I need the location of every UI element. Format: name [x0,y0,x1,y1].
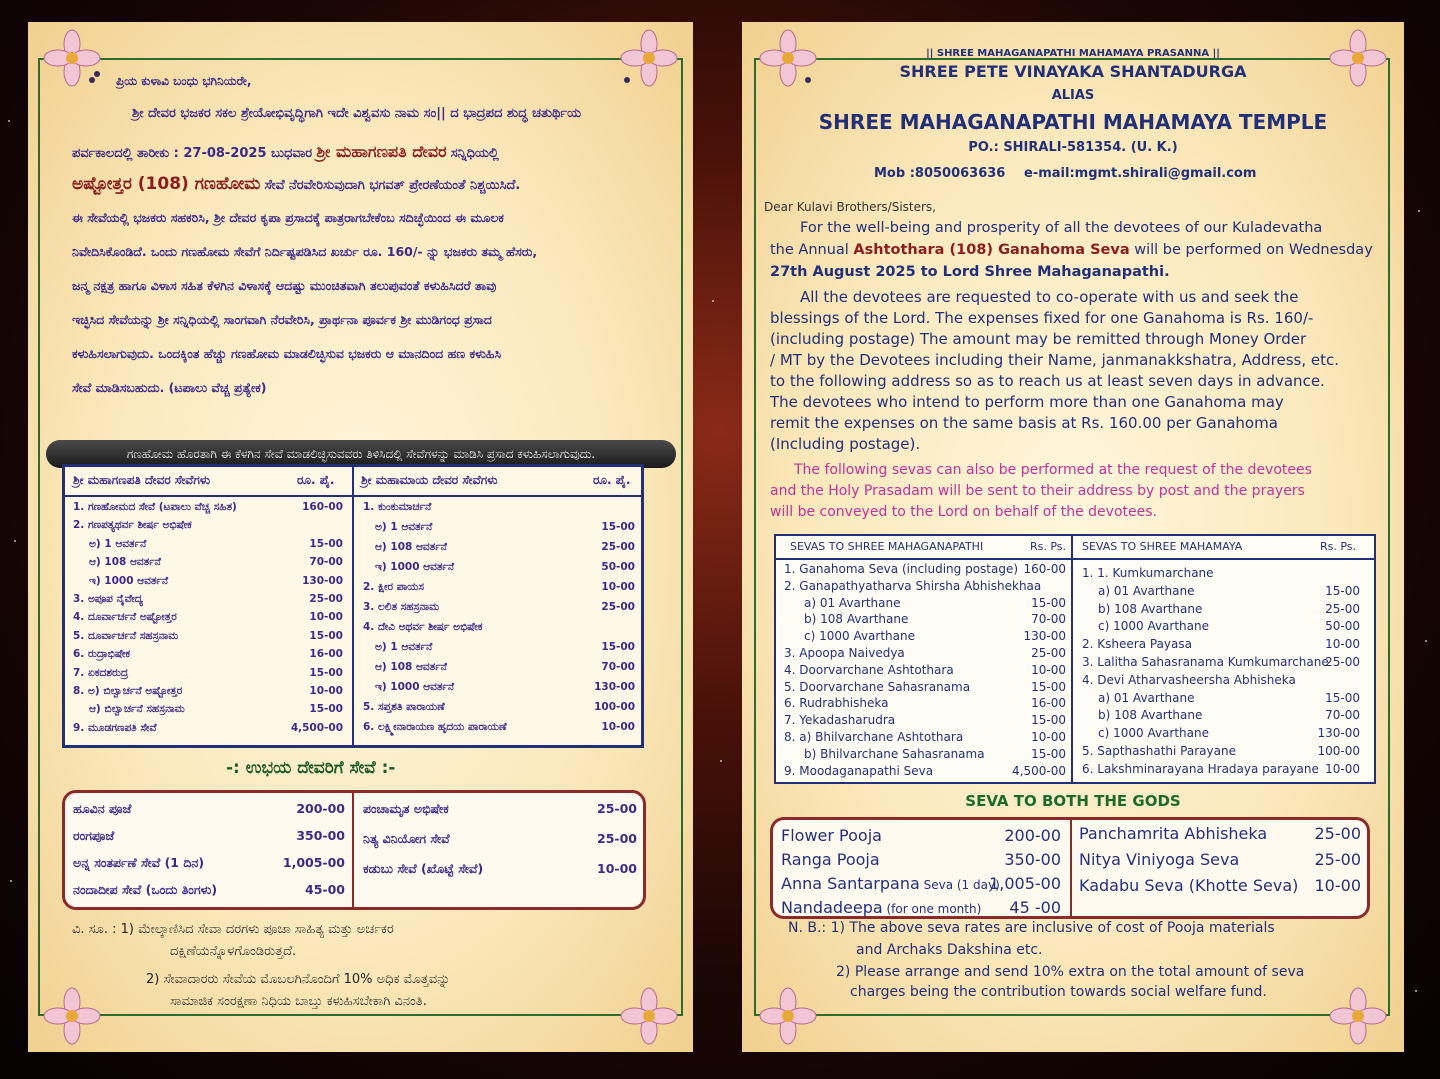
seva-item-label: 1. 1. Kumkumarchane [1082,566,1214,580]
seva-item-price: 15-00 [1325,583,1360,598]
seva-item-price: 15-00 [1031,595,1066,610]
seva-item-price: 10-00 [1325,637,1360,652]
para-text: the Annual [770,242,849,258]
seva-item-label: ಇ) 1000 ಆವರ್ತನೆ [375,681,455,693]
both-seva-name: ಹೂವಿನ ಪೂಜೆ [73,801,132,816]
both-seva-price: 25-00 [1314,824,1361,843]
star [14,540,16,542]
intro-line-2 [72,142,499,162]
seva-item-price: 15-00 [309,537,343,550]
flower-ornament-icon [619,28,679,88]
both-seva-price: 200-00 [1004,826,1061,845]
seva-item-price: 4,500-00 [290,721,343,734]
both-seva-label [73,828,114,844]
seva-item-price: 4,500-00 [1012,763,1066,778]
para-line: The following sevas can also be performed at the request of the devotees [794,462,1312,478]
seva-item-label: 1. ಗಣಹೋಮದ ಸೇವೆ (ಟಪಾಲು ವೆಚ್ಚ ಸಹಿತ) [73,501,237,513]
both-seva-label [781,874,1000,893]
both-seva-price: 350-00 [1004,850,1061,869]
seva-item-price: 15-00 [1031,679,1066,694]
both-seva-name: Kadabu Seva (Khotte Seva) [1079,876,1299,895]
seva-item-label: 1. ಕುಂಕುಮಾರ್ಚನೆ [363,501,432,513]
para-line [770,242,1373,258]
seva-item-label: 7. ಏಕದಶರುದ್ರ [73,666,129,679]
seva-item-label: a) 01 Avarthane [1098,583,1195,598]
seva-item-price: 70-00 [309,556,343,569]
both-seva-name: ಅನ್ನ ಸಂತರ್ಪಣೆ ಸೇವೆ (1 ದಿನ) [73,855,205,870]
note-line: N. B.: 1) The above seva rates are inclusive of cost of Pooja materials [788,920,1275,936]
both-seva-name: ನಂದಾದೀಪ ಸೇವೆ (ಒಂದು ತಿಂಗಳು) [73,882,218,897]
seva-item-price: 160-00 [1023,562,1066,576]
seva-item-price: 100-00 [594,701,635,713]
both-seva-price: 45-00 [305,882,345,897]
ganahoma-highlight: ಅಷ್ಟೋತ್ತರ (108) ಗಣಹೋಮ [72,174,261,194]
seva-item-price: 15-00 [1031,713,1066,728]
para-line: ಕಳುಹಿಸಲಾಗುವುದು. ಒಂದಕ್ಕಿಂತ ಹೆಚ್ಚು ಗಣಹೋಮ ಮಾಡಲಿಚ್ಛಿಸುವ ಭಜಕರು ಆ ಮಾನದಿಂದ ಹಣ ಕಳುಹಿಸಿ [72,346,502,361]
para-line: remit the expenses on the same basis at Rs. 160.00 per Ganahoma [770,414,1278,432]
seva-item-label: ಆ) 108 ಆವರ್ತನೆ [89,556,161,569]
para-line: will be conveyed to the Lord on behalf of the devotees. [770,504,1157,520]
rs-header: Rs. Ps. [1030,540,1067,553]
para-line: ಸೇವೆ ಮಾಡಿಸಬಹುದು. (ಟಪಾಲು ವೆಚ್ಚ ಪ್ರತ್ಯೇಕ) [72,380,267,395]
seva-item-price: 15-00 [1031,746,1066,761]
seva-item-price: 15-00 [309,629,343,642]
seva-item-label: 6. ರುದ್ರಾಭಿಷೇಕ [73,648,131,661]
ganahoma-seva-highlight: Ashtothara (108) Ganahoma Seva [853,242,1130,258]
seva-item-price: 10-00 [601,721,635,733]
para-line: 27th August 2025 to Lord Shree Mahaganapathi. [770,264,1170,280]
alias-label: ALIAS [1051,88,1095,103]
seva-item-price: 130-00 [1023,629,1066,644]
flower-ornament-icon [758,986,818,1046]
both-seva-label [1079,876,1298,895]
seva-item-label: b) 108 Avarthane [1098,708,1203,723]
both-seva-name: ನಿತ್ಯ ವಿನಿಯೋಗ ಸೇವೆ [363,831,450,846]
prasanna-line: || SHREE MAHAGANAPATHI MAHAMAYA PRASANNA || [926,48,1220,59]
seva-item-label: 3. ಲಲಿತ ಸಹಸ್ರನಾಮ [363,601,440,613]
para-line: / MT by the Devotees including their Name, janmanakkshatra, Address, etc. [770,351,1340,369]
seva-item-label: 8. ಅ) ಬಿಲ್ವಾರ್ಚನೆ ಅಷ್ಟೋತ್ತರ [73,685,183,697]
both-gods-box [770,817,1370,919]
note-line: 2) Please arrange and send 10% extra on the total amount of seva [836,964,1305,980]
seva-item-price: 15-00 [309,703,343,716]
flower-ornament-icon [1328,986,1388,1046]
seva-item-price: 70-00 [601,661,635,673]
both-seva-name: ಪಂಚಾಮೃತ ಅಭಿಷೇಕ [363,801,449,816]
seva-item-price: 10-00 [1031,730,1066,744]
seva-item-price: 16-00 [1031,696,1066,711]
english-page [742,22,1404,1052]
note-line: ವಿ. ಸೂ. : 1) ಮೇಲ್ಕಾಣಿಸಿದ ಸೇವಾ ದರಗಳು ಪೂಜಾ ಸಾಹಿತ್ಯ ಮತ್ತು ಅರ್ಚಕರ [72,922,394,937]
both-seva-name: Nitya Viniyoga Seva [1079,850,1240,869]
both-seva-name: Panchamrita Abhisheka [1079,824,1268,843]
seva-item-price: 15-00 [601,521,635,533]
both-gods-title: -: ಉಭಯ ದೇವರಿಗೆ ಸೇವೆ :- [226,758,396,778]
table-header [776,536,1374,560]
seva-item-label: ಇ) 1000 ಆವರ್ತನೆ [375,561,455,573]
seva-item-label: 2. ಗಣಪತ್ಯಥರ್ವ ಶೀರ್ಷ ಅಭಿಷೇಕ [73,519,192,532]
seva-item-label: 3. ಅಪೂಪ ನೈವೇದ್ಯ [73,593,144,605]
seva-item-price: 10-00 [309,611,343,624]
mahamaya-seva-header: ಶ್ರೀ ಮಹಾಮಾಯ ದೇವರ ಸೇವೆಗಳು [361,473,498,487]
star [1418,210,1420,212]
both-seva-price: 1,005-00 [282,855,345,870]
both-seva-label [781,826,882,845]
seva-item-label: 7. Yekadasharudra [784,713,896,728]
seva-item-label: ಇ) 1000 ಆವರ್ತನೆ [89,574,169,587]
intro-nischaya-text: ಸೇವೆ ನೆರವೇರಿಸುವುದಾಗಿ ಭಗವತ್ ಪ್ರೇರಣೆಯಂತೆ ನಿಶ್ಚಯಿಸಿದೆ. [264,178,521,193]
para-line: to the following address so as to reach us at least seven days in advance. [770,372,1325,390]
temple-name-1: SHREE PETE VINAYAKA SHANTADURGA [899,62,1247,81]
seva-item-label: c) 1000 Avarthane [1098,726,1209,741]
note-line: and Archaks Dakshina etc. [856,942,1043,958]
both-seva-label [363,831,450,847]
seva-item-price: 25-00 [601,541,635,553]
table-divider [1071,536,1073,782]
both-seva-price: 200-00 [296,801,345,816]
both-seva-price: 10-00 [1314,876,1361,895]
para-line: ಜನ್ಮ ನಕ್ಷತ್ರ ಹಾಗೂ ವಿಳಾಸ ಸಹಿತ ಕೆಳಗಿನ ವಿಳಾಸಕ್ಕೆ ಆದಷ್ಟು ಮುಂಚಿತವಾಗಿ ತಲುಪುವಂತೆ ಕಳುಹಿಸಿದರೆ ತಾವು [72,278,497,293]
both-seva-label [1079,850,1239,869]
seva-item-label: c) 1000 Avarthane [804,629,915,644]
seva-item-label: 4. ದೂರ್ವಾರ್ಚನೆ ಅಷ್ಟೋತ್ತರ [73,611,177,624]
seva-item-label: 9. ಮೂಡಗಣಪತಿ ಸೇವೆ [73,721,157,734]
star [712,300,714,302]
seva-item-label: ಆ) 108 ಆವರ್ತನೆ [375,661,447,673]
kannada-page [28,22,693,1052]
para-line: ಇಚ್ಛಿಸಿದ ಸೇವೆಯನ್ನು ಶ್ರೀ ಸನ್ನಿಧಿಯಲ್ಲಿ ಸಾಂಗವಾಗಿ ನೆರವೇರಿಸಿ, ಪ್ರಾರ್ಥನಾ ಪೂರ್ವಕ ಶ್ರೀ ಮುಡಿಗಂಧ ಪ್ರಸಾದ [72,312,492,327]
intro-sannidhi-text: ಸನ್ನಿಧಿಯಲ್ಲಿ [450,146,499,161]
intro-date-text: ಪರ್ವಕಾಲದಲ್ಲಿ ತಾರೀಕು : 27-08-2025 ಬುಧವಾರ [72,146,313,161]
seva-item-price: 25-00 [601,601,635,613]
para-line: and the Holy Prasadam will be sent to their address by post and the prayers [770,483,1305,499]
seva-item-label: ಆ) ಬಿಲ್ವಾರ್ಚನೆ ಸಹಸ್ರನಾಮ [89,703,185,716]
both-seva-label [781,898,981,917]
flower-ornament-icon [42,28,102,88]
seva-item-label: ಆ) 108 ಆವರ್ತನೆ [375,541,447,553]
table-header [65,467,641,497]
seva-item-price: 10-00 [601,581,635,593]
seva-item-label: 3. Apoopa Naivedya [784,646,905,660]
seva-item-price: 50-00 [601,561,635,573]
seva-item-price: 15-00 [309,666,343,679]
both-seva-label [363,801,449,817]
both-seva-name: Ranga Pooja [781,850,880,869]
both-seva-label [73,801,131,817]
flower-ornament-icon [42,986,102,1046]
deity-name-highlight: ಶ್ರೀ ಮಹಾಗಣಪತಿ ದೇವರ [316,142,447,161]
seva-item-price: 10-00 [1325,761,1360,776]
seva-item-label: 9. Moodaganapathi Seva [784,763,934,778]
rs-header: ರೂ. ಪೈ. [593,473,631,487]
mobile-number: Mob :8050063636 [874,166,1006,181]
seva-item-price: 70-00 [1325,708,1360,723]
para-line: (including postage) The amount may be remitted through Money Order [770,330,1307,348]
both-seva-name: Anna Santarpana [781,874,920,893]
ganapathi-seva-header: SEVAS TO SHREE MAHAGANAPATHI [790,540,984,553]
seva-item-price: 50-00 [1325,619,1360,634]
flower-ornament-icon [619,986,679,1046]
seva-item-label: 1. Ganahoma Seva (including postage) [784,562,1019,576]
para-line: For the well-being and prosperity of all the devotees of our Kuladevatha [800,220,1323,236]
seva-item-price: 25-00 [1031,646,1066,660]
para-line: ಈ ಸೇವೆಯಲ್ಲಿ ಭಜಕರು ಸಹಕರಿಸಿ, ಶ್ರೀ ದೇವರ ಕೃಪಾ ಪ್ರಸಾದಕ್ಕೆ ಪಾತ್ರರಾಗಬೇಕೆಂಬ ಸದಿಚ್ಛೆಯಿಂದ ಈ ಮೂಲಕ [72,210,504,225]
seva-item-label: 4. ದೇವಿ ಅಥರ್ವ ಶೀರ್ಷ ಅಭಿಷೇಕ [363,621,483,633]
star [10,880,12,882]
seva-item-price: 130-00 [302,574,343,587]
seva-item-price: 10-00 [309,685,343,697]
para-line: (Including postage). [770,435,921,453]
rs-header: Rs. Ps. [1320,540,1357,553]
both-seva-price: 25-00 [1314,850,1361,869]
star [1415,990,1417,992]
box-divider [352,793,354,907]
note-line: ದಕ್ಷಿಣೆಯನ್ನೊಳಗೊಂಡಿರುತ್ತದೆ. [170,944,297,959]
seva-item-price: 15-00 [1325,690,1360,705]
email-address: e-mail:mgmt.shirali@gmail.com [1024,166,1257,181]
para-line: All the devotees are requested to co-operate with us and seek the [800,288,1299,306]
note-line: 2) ಸೇವಾದಾರರು ಸೇವೆಯ ಮೊಬಲಗಿನೊಂದಿಗೆ 10% ಅಧಿಕ ಮೊತ್ತವನ್ನು [146,972,451,987]
greeting: Dear Kulavi Brothers/Sisters, [764,200,936,214]
para-line: The devotees who intend to perform more than one Ganahoma may [770,393,1284,411]
intro-line-1: ಶ್ರೀ ದೇವರ ಭಜಕರ ಸಕಲ ಶ್ರೇಯೋಭಿವೃದ್ಧಿಗಾಗಿ ಇದೇ ವಿಶ್ವವಸು ನಾಮ ಸಂ|| ದ ಭಾದ್ರಪದ ಶುದ್ಧ ಚತುರ್ಥಿಯ [132,106,582,121]
both-seva-label [1079,824,1267,843]
ganapathi-seva-header: ಶ್ರೀ ಮಹಾಗಣಪತಿ ದೇವರ ಸೇವೆಗಳು [73,473,211,487]
intro-line-3 [72,174,520,194]
note-line: charges being the contribution towards social welfare fund. [850,984,1267,1000]
both-seva-note: (for one month) [882,902,982,916]
both-seva-name: Flower Pooja [781,826,882,845]
both-seva-label [73,882,217,898]
seva-item-label: ಅ) 1 ಆವರ್ತನೆ [89,537,147,550]
both-seva-price: 1,005-00 [989,874,1061,893]
seva-item-label: 5. ದೂರ್ವಾರ್ಚನೆ ಸಹಸ್ರನಾಮ [73,629,179,642]
seva-item-label: 5. Sapthashathi Parayane [1082,744,1236,758]
postal-address: PO.: SHIRALI-581354. (U. K.) [968,140,1178,155]
seva-item-label: b) Bhilvarchane Sahasranama [804,746,985,761]
seva-item-label: b) 108 Avarthane [804,612,909,627]
seva-item-label: 6. Rudrabhisheka [784,696,889,711]
seva-item-label: ಅ) 1 ಆವರ್ತನೆ [375,641,433,653]
seva-item-label: a) 01 Avarthane [804,595,901,610]
note-line: ಸಾಮಾಜಿಕ ಸಂರಕ್ಷಣಾ ನಿಧಿಯ ಬಾಬ್ತು ಕಳುಹಿಸಬೇಕಾಗಿ ವಿನಂತಿ. [170,994,427,1009]
seva-item-label: 5. Doorvarchane Sahasranama [784,679,971,694]
star [720,760,722,762]
both-seva-label [73,855,204,871]
both-seva-note: Seva (1 day) [919,878,1000,892]
seva-item-label: 8. a) Bhilvarchane Ashtothara [784,730,964,744]
both-gods-box [62,790,646,910]
seva-item-price: 25-00 [309,593,343,605]
both-seva-label [363,861,483,877]
salutation: ಪ್ರಿಯ ಕುಳಾವಿ ಬಂಧು ಭಗಿನಿಯರೇ, [116,74,252,88]
both-gods-title: SEVA TO BOTH THE GODS [965,792,1181,810]
seva-item-price: 130-00 [1317,726,1360,741]
both-seva-price: 45 -00 [1009,898,1061,917]
seva-item-price: 70-00 [1031,612,1066,627]
both-seva-name: ರಂಗಪೂಜೆ [73,828,115,843]
seva-item-price: 10-00 [1031,662,1066,677]
both-seva-price: 10-00 [597,861,637,876]
para-line: blessings of the Lord. The expenses fixed for one Ganahoma is Rs. 160/- [770,309,1314,327]
both-seva-price: 350-00 [296,828,345,843]
rs-header: ರೂ. ಪೈ. [297,473,335,487]
seva-item-price: 25-00 [1325,655,1360,669]
seva-item-price: 100-00 [1317,744,1360,758]
mahamaya-seva-header: SEVAS TO SHREE MAHAMAYA [1082,540,1243,553]
english-seva-tables [774,534,1376,784]
star [1425,640,1427,642]
seva-item-label: 5. ಸಪ್ತಶತಿ ಪಾರಾಯಣೆ [363,701,445,713]
both-seva-price: 25-00 [597,831,637,846]
both-seva-name: Nandadeepa [781,898,883,917]
both-seva-price: 25-00 [597,801,637,816]
both-seva-name: ಕಡುಬು ಸೇವೆ (ಖೊಟ್ಟೆ ಸೇವೆ) [363,861,484,876]
seva-item-label: 2. ಕ್ಷೀರ ಪಾಯಸ [363,581,424,593]
seva-item-price: 130-00 [594,681,635,693]
para-text: will be performed on Wednesday [1134,242,1373,258]
table-divider [352,467,354,745]
seva-item-label: ಅ) 1 ಆವರ್ತನೆ [375,521,433,533]
seva-item-label: 4. Doorvarchane Ashtothara [784,662,954,677]
seva-item-price: 16-00 [309,648,343,661]
temple-name-2: SHREE MAHAGANAPATHI MAHAMAYA TEMPLE [818,110,1328,134]
seva-banner: ಗಣಹೋಮ ಹೊರತಾಗಿ ಈ ಕೆಳಗಿನ ಸೇವೆ ಮಾಡಲಿಚ್ಛಿಸುವವರು ತಿಳಿಸಿದಲ್ಲಿ ಸೇವೆಗಳನ್ನು ಮಾಡಿಸಿ ಪ್ರಸಾದ ಕಳುಹಿಸಲಾಗುವುದು. [46,440,676,468]
both-seva-label [781,850,880,869]
box-divider [1070,820,1072,916]
star [8,120,10,122]
para-line: ನಿವೇದಿಸಿಕೊಂಡಿದೆ. ಒಂದು ಗಣಹೋಮ ಸೇವೆಗೆ ನಿರ್ದಿಷ್ಟಪಡಿಸಿದ ಖರ್ಚು ರೂ. 160/- ನ್ನು ಭಜಕರು ತಮ್ಮ ಹೆಸರು, [72,244,538,259]
seva-item-label: 2. Ksheera Payasa [1082,637,1192,652]
seva-item-label: a) 01 Avarthane [1098,690,1195,705]
seva-item-label: 6. ಲಕ್ಷ್ಮೀನಾರಾಯಣ ಹೃದಯ ಪಾರಾಯಣೆ [363,721,507,733]
seva-item-label: b) 108 Avarthane [1098,601,1203,616]
seva-item-label: 6. Lakshminarayana Hradaya parayane [1082,761,1319,776]
kannada-seva-tables [62,464,644,748]
seva-item-price: 15-00 [601,641,635,653]
seva-item-label: 2. Ganapathyatharva Shirsha Abhishekhaa [784,578,1042,593]
seva-item-label: 3. Lalitha Sahasranama Kumkumarchane [1082,655,1329,669]
seva-item-price: 160-00 [302,501,343,513]
seva-item-label: c) 1000 Avarthane [1098,619,1209,634]
seva-item-price: 25-00 [1325,601,1360,616]
seva-item-label: 4. Devi Atharvasheersha Abhisheka [1082,672,1296,687]
